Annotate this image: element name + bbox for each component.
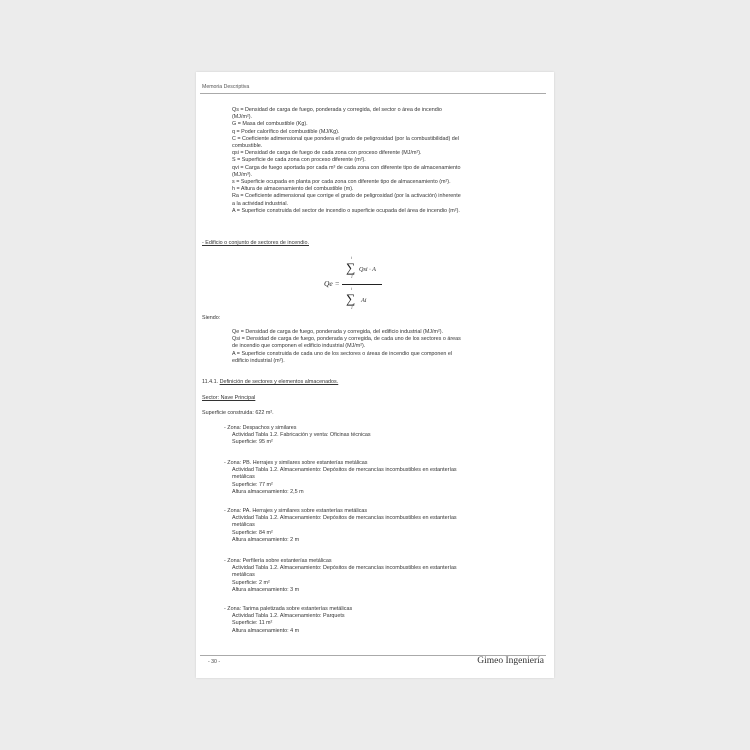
sigma-symbol-numerator: ∑ <box>346 260 356 275</box>
definition-line: qvi = Carga de fuego aportada por cada m³ de cada zona con diferente tipo de almacenamiento <box>232 164 461 171</box>
sector-title: Sector: Nave Principal <box>202 395 256 401</box>
definition-line: combustible. <box>232 143 263 150</box>
siendo-line: de incendio que componen el edificio industrial (MJ/m²). <box>232 343 366 350</box>
zone-detail: Actividad Tabla 1.2. Almacenamiento: Depósitos de mercancías incombustibles en estanterías <box>232 467 457 474</box>
zone-detail: Superficie: 77 m² <box>232 481 273 488</box>
subsection-number: 11.4.1. <box>202 379 219 385</box>
siendo-label: Siendo: <box>202 315 221 321</box>
zone-title: - Zona: Perfilería sobre estanterías metálicas <box>224 558 332 564</box>
zone-detail: metálicas <box>232 474 255 481</box>
zone-detail: Altura almacenamiento: 2,5 m <box>232 488 304 495</box>
fraction-bar <box>342 284 382 285</box>
formula-numerator-term: Qsi · A <box>359 266 376 273</box>
superficie-construida: Superficie construida: 622 m². <box>202 410 274 416</box>
formula-lower-limit: 1 <box>351 275 353 279</box>
subsection-heading <box>202 379 338 386</box>
siendo-line: edificio industrial (m²). <box>232 357 285 364</box>
document-page <box>196 72 554 678</box>
zone-block <box>224 425 371 447</box>
zone-detail: Superficie: 2 m² <box>232 579 270 586</box>
zone-detail: Superficie: 95 m² <box>232 439 273 446</box>
subsection-title: Definición de sectores y elementos almacenados. <box>219 379 339 385</box>
definition-line: Ra = Coeficiente adimensional que corrige el grado de peligrosidad (por la activación) inherente <box>232 193 461 200</box>
definition-line: Qs = Densidad de carga de fuego, ponderada y corregida, del sector o área de incendio <box>232 107 442 113</box>
zone-detail: Superficie: 11 m² <box>232 620 273 627</box>
load-density-formula <box>324 254 404 316</box>
zone-title: - Zona: PB. Herrajes y similares sobre estanterías metálicas <box>224 460 368 466</box>
formula-denominator-term: Ai <box>361 297 367 304</box>
zone-detail: metálicas <box>232 522 255 529</box>
zone-detail: Actividad Tabla 1.2. Almacenamiento: Parquets <box>232 613 345 620</box>
zone-detail: Superficie: 84 m² <box>232 529 273 536</box>
zone-detail: Actividad Tabla 1.2. Fabricación y venta: Oficinas técnicas <box>232 432 371 439</box>
definition-line: C = Coeficiente adimensional que pondera el grado de peligrosidad (por la combustibilidad) del <box>232 135 459 142</box>
definition-line: q = Poder calorífico del combustible (MJ/Kg). <box>232 128 340 135</box>
definitions-list <box>232 107 538 215</box>
header-divider <box>200 93 546 94</box>
definition-line: s = Superficie ocupada en planta por cada zona con diferente tipo de almacenamiento (m²). <box>232 179 451 186</box>
zone-block <box>224 460 457 496</box>
zone-block <box>224 558 457 594</box>
formula-lhs: Qe = <box>324 279 340 288</box>
definition-line: (MJ/m³). <box>232 171 253 178</box>
zone-detail: Altura almacenamiento: 4 m <box>232 627 300 634</box>
zone-detail: Altura almacenamiento: 2 m <box>232 536 300 543</box>
zone-title: - Zona: Tarima paletizada sobre estanterías metálicas <box>224 606 353 612</box>
definition-line: a la actividad industrial. <box>232 200 289 207</box>
footer-brand-logo: Gimeo Ingeniería <box>477 656 544 666</box>
zone-title: - Zona: Despachos y similares <box>224 425 297 431</box>
zone-detail: Actividad Tabla 1.2. Almacenamiento: Depósitos de mercancías incombustibles en estanterías <box>232 515 457 522</box>
zone-title: - Zona: PA. Herrajes y similares sobre estanterías metálicas <box>224 508 368 514</box>
siendo-definitions <box>232 329 461 365</box>
zone-detail: Actividad Tabla 1.2. Almacenamiento: Depósitos de mercancías incombustibles en estanterías <box>232 565 457 572</box>
formula-upper-limit: i <box>351 256 352 260</box>
definition-line: S = Superficie de cada zona con proceso diferente (m²). <box>232 157 366 164</box>
page-header-title: Memoria Descriptiva <box>202 84 250 90</box>
siendo-line: Qsi = Densidad de carga de fuego, ponderada y corregida, de cada uno de los sectores o áreas <box>232 336 461 343</box>
zone-detail: Altura almacenamiento: 3 m <box>232 586 300 593</box>
siendo-line: A = Superficie construida de cada uno de los sectores o áreas de incendio que componen el <box>232 350 453 357</box>
definition-line: A = Superficie construida del sector de incendio o superficie ocupada del área de incendio (m²). <box>232 207 460 214</box>
definition-line: h = Altura de almacenamiento del combustible (m). <box>232 186 354 193</box>
siendo-line: Qe = Densidad de carga de fuego, ponderada y corregida, del edificio industrial (MJ/m²). <box>232 329 444 335</box>
zone-block <box>224 606 352 635</box>
formula-lower-limit: 1 <box>351 306 353 310</box>
zone-detail: metálicas <box>232 572 255 579</box>
definition-line: (MJ/m²). <box>232 114 253 121</box>
formula-upper-limit: i <box>351 287 352 291</box>
definition-line: qsi = Densidad de carga de fuego de cada zona con proceso diferente (MJ/m²). <box>232 150 422 157</box>
zone-block <box>224 508 457 544</box>
page-number: - 30 - <box>208 659 221 665</box>
sigma-symbol-denominator: ∑ <box>346 291 356 306</box>
definition-line: G = Masa del combustible (Kg). <box>232 121 308 128</box>
section-heading-edificio: - Edificio o conjunto de sectores de incendio. <box>202 240 309 246</box>
